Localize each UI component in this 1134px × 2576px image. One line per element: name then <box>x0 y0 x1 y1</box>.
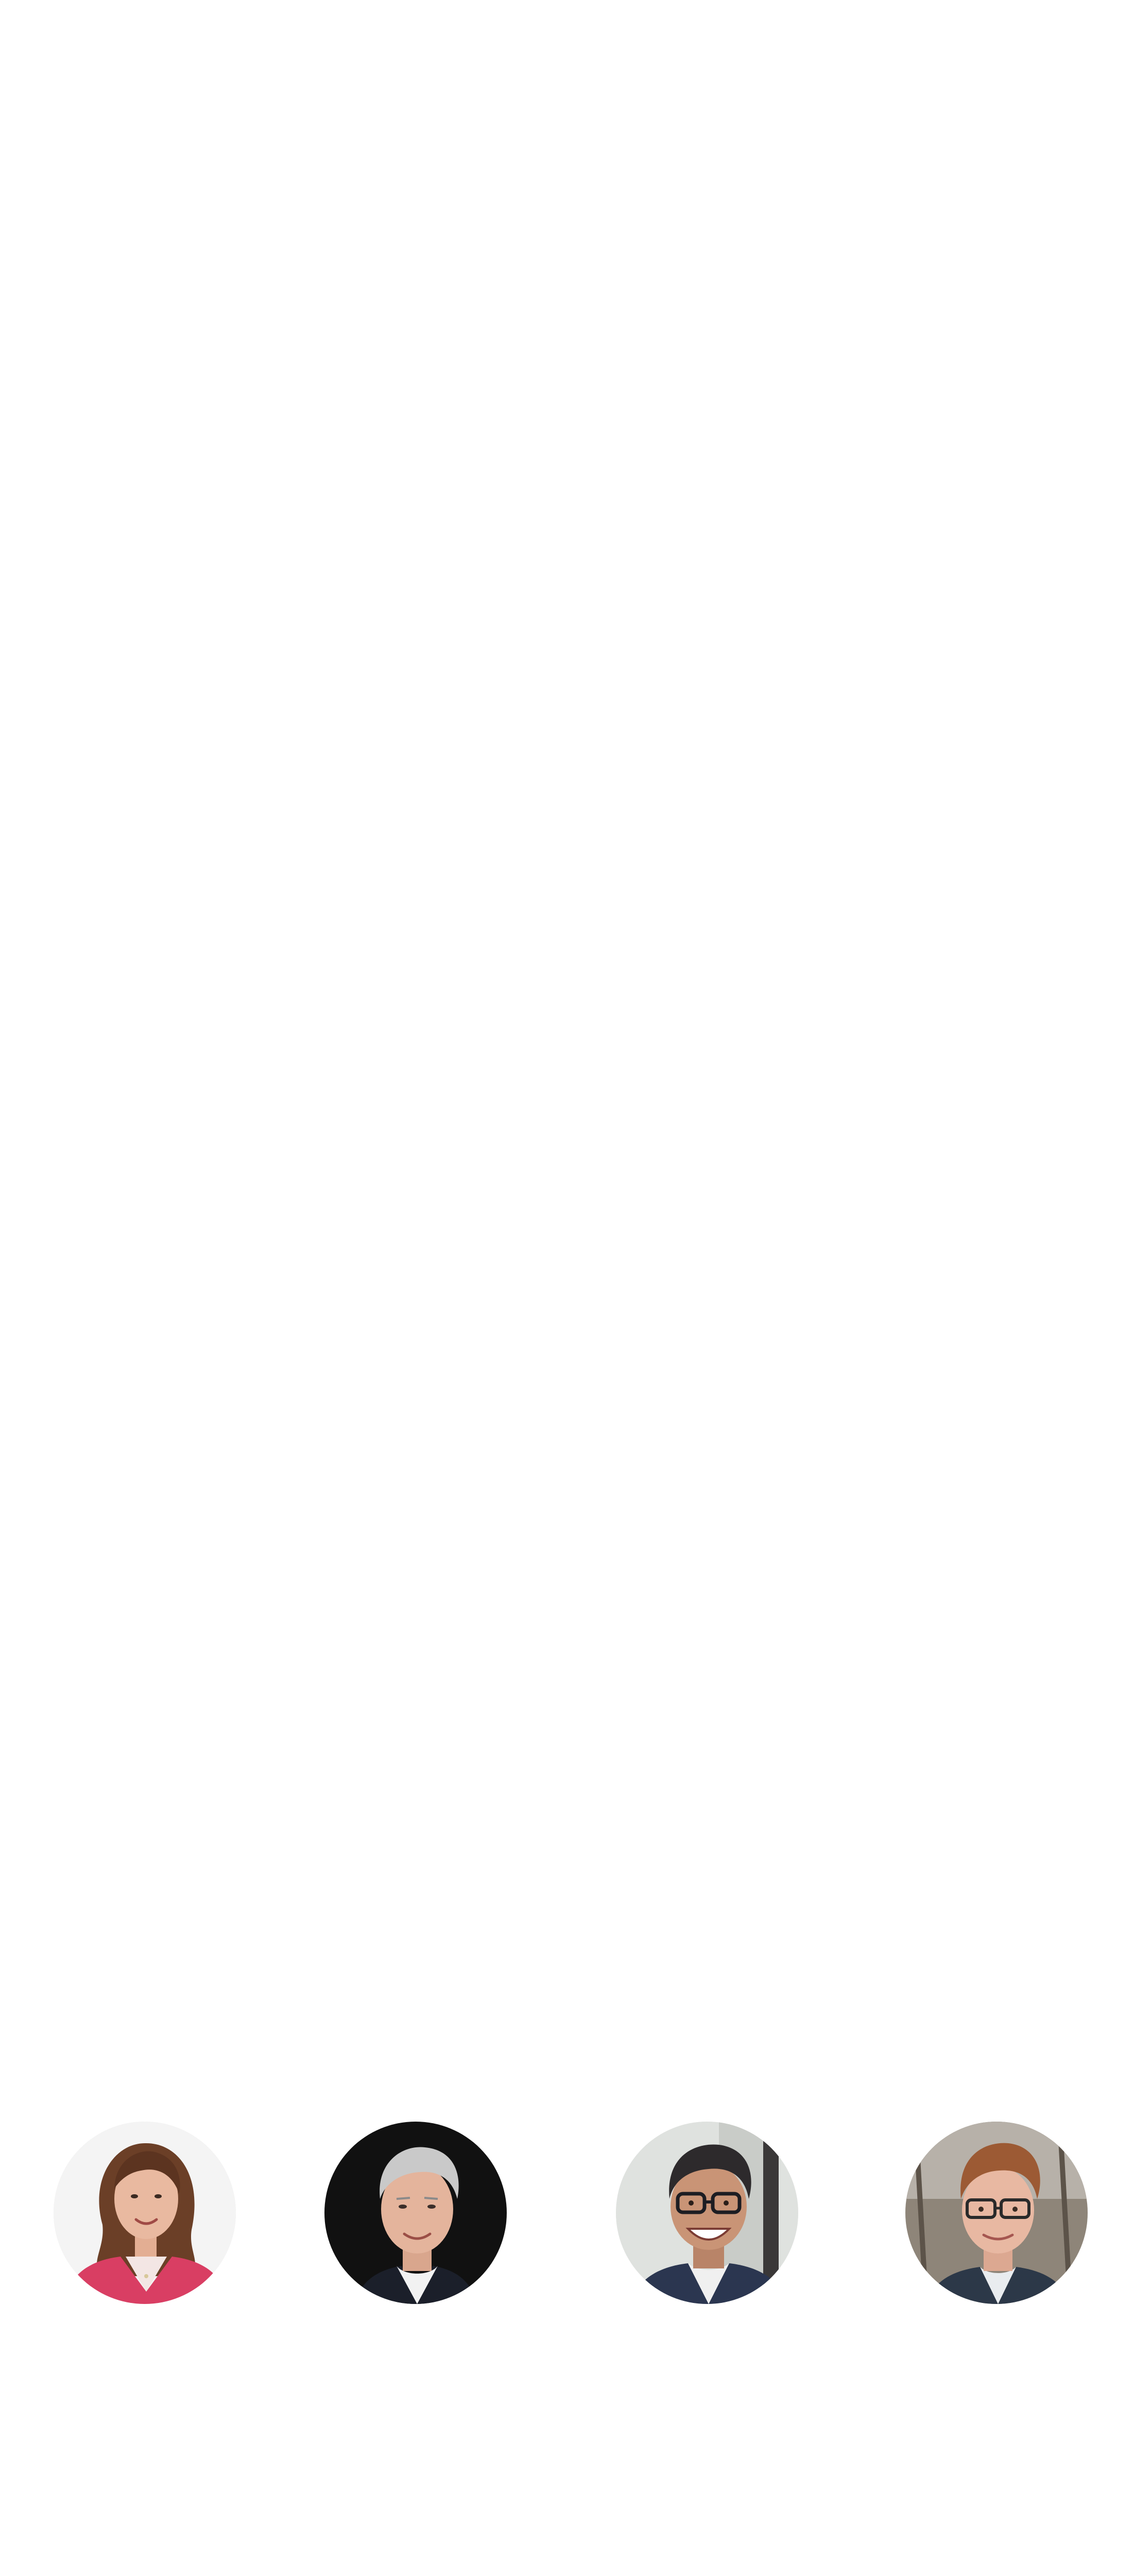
avatar <box>324 2122 507 2304</box>
avatar <box>616 2122 798 2304</box>
portrait-man-gray-hair-icon <box>324 2122 507 2304</box>
team-avatars-row <box>0 2122 1134 2307</box>
avatar <box>905 2122 1088 2304</box>
portrait-man-glasses-dark-hair-icon <box>616 2122 798 2304</box>
portrait-man-glasses-red-hair-icon <box>905 2122 1088 2304</box>
portrait-woman-curly-hair-icon <box>54 2122 236 2304</box>
avatar <box>54 2122 236 2304</box>
